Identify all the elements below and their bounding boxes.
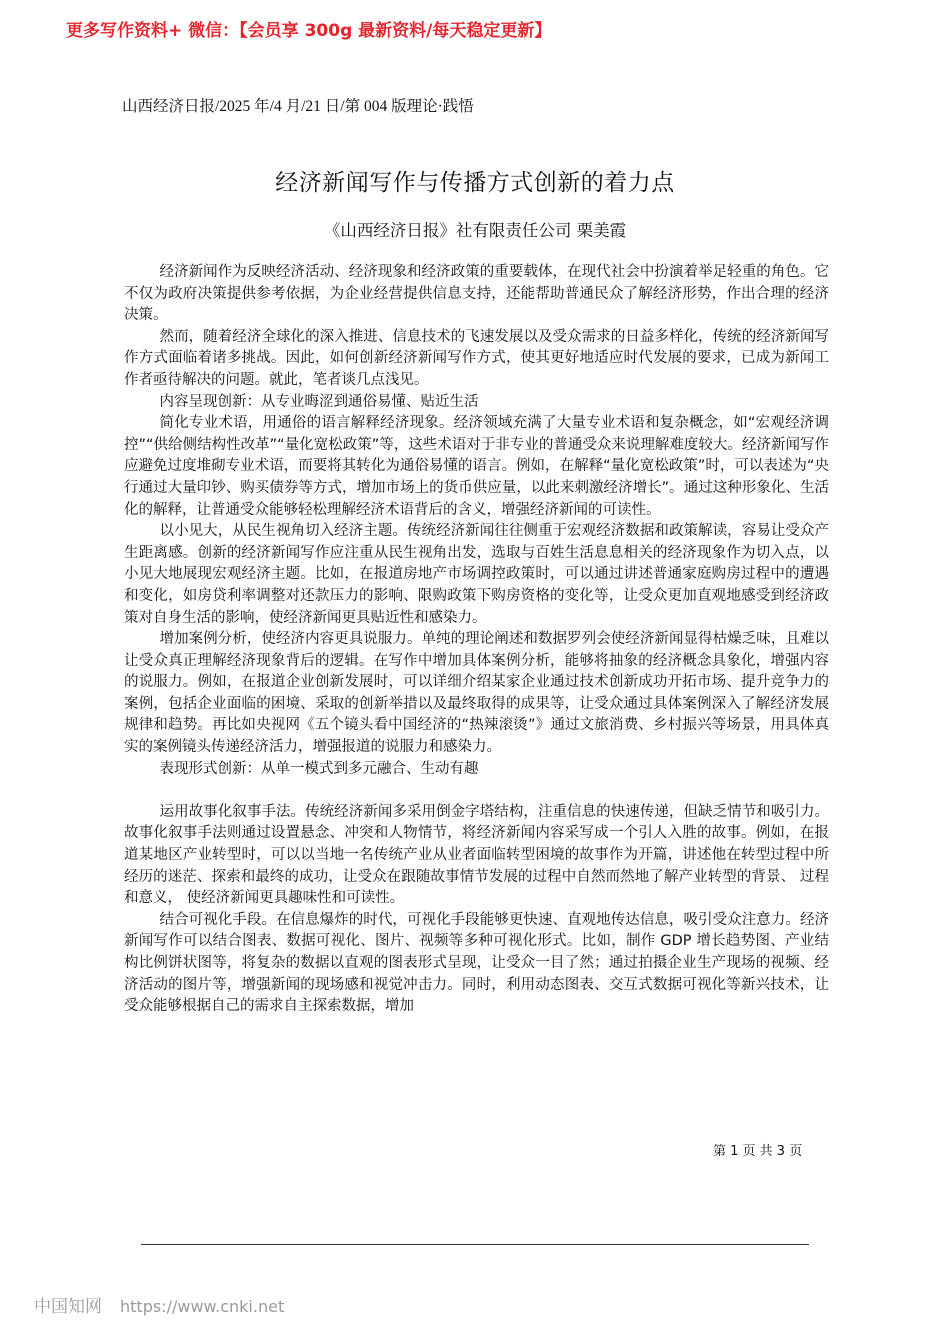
paragraph: 经济新闻作为反映经济活动、经济现象和经济政策的重要载体，在现代社会中扮演着举足轻重的角色。它不仅为政府决策提供参考依据，为企业经营提供信息支持，还能帮助普通民众了解经济形势，作出合理的经济决策。 (124, 264, 829, 324)
section-heading: 内容呈现创新：从专业晦涩到通俗易懂、贴近生活 (159, 393, 479, 410)
cnki-logo-text: 中国知网 (34, 1297, 102, 1317)
footer-divider (141, 1244, 809, 1245)
paragraph: 简化专业术语，用通俗的语言解释经济现象。经济领域充满了大量专业术语和复杂概念，如“宏观经济调控”“供给侧结构性改革”“量化宽松政策”等，这些术语对于非专业的普通受众来说理解难度较大。经济新闻写作应避免过度堆砌专业术语，而要将其转化为通俗易懂的语言。例如，在解释“量化宽松政策”时，可以表述为“央行通过大量印钞、购买债券等方式，增加市场上的货币供应量，以此来刺激经济增长”。通过这种形象化、生活化的解释，让普通受众能够轻松理解经济术语背后的含义，增强经济新闻的可读性。 (124, 415, 829, 518)
paragraph: 然而，随着经济全球化的深入推进、信息技术的飞速发展以及受众需求的日益多样化，传统的经济新闻写作方式面临着诸多挑战。因此，如何创新经济新闻写作方式，使其更好地适应时代发展的要求，已成为新闻工作者亟待解决的问题。就此，笔者谈几点浅见。 (124, 328, 829, 388)
paragraph: 增加案例分析，使经济内容更具说服力。单纯的理论阐述和数据罗列会使经济新闻显得枯燥乏味，且难以让受众真正理解经济现象背后的逻辑。在写作中增加具体案例分析，能够将抽象的经济概念具象化，增强内容的说服力。例如，在报道企业创新发展时，可以详细介绍某家企业通过技术创新成功开拓市场、提升竞争力的案例，包括企业面临的困境、采取的创新举措以及最终取得的成果等，让受众通过具体案例深入了解经济发展规律和趋势。再比如央视网《五个镜头看中国经济的“热辣滚烫”》通过文旅消费、乡村振兴等场景，用具体真实的案例镜头传递经济活力，增强报道的说服力和感染力。 (124, 631, 829, 756)
paragraph: 以小见大，从民生视角切入经济主题。传统经济新闻往往侧重于宏观经济数据和政策解读，容易让受众产生距离感。创新的经济新闻写作应注重从民生视角出发，选取与百姓生活息息相关的经济现象作为切入点，以小见大地展现宏观经济主题。比如，在报道房地产市场调控政策时，可以通过讲述普通家庭购房过程中的遭遇和变化，如房贷利率调整对还款压力的影响、限购政策下购房资格的变化等，让受众更加直观地感受到经济政策对自身生活的影响，使经济新闻更具贴近性和感染力。 (124, 523, 829, 626)
page-number: 第 1 页 共 3 页 (713, 1144, 803, 1159)
source-line: 山西经济日报/2025 年/4 月/21 日/第 004 版理论·践悟 (122, 98, 474, 115)
footer-watermark (34, 1292, 284, 1317)
article-title: 经济新闻写作与传播方式创新的着力点 (275, 170, 675, 196)
article-byline: 《山西经济日报》社有限责任公司 栗美霞 (323, 221, 627, 240)
cnki-url[interactable]: https://www.cnki.net (120, 1297, 285, 1316)
paragraph: 结合可视化手段。在信息爆炸的时代，可视化手段能够更快速、直观地传达信息，吸引受众注意力。经济新闻写作可以结合图表、数据可视化、图片、视频等多种可视化形式。比如，制作 GDP 增长趋势图、产业结构比例饼状图等，将复杂的数据以直观的图表形式呈现，让受众一目了然；通过拍摄企业生产现场的视频、经济活动的图片等，增强新闻的现场感和视觉冲击力。同时，利用动态图表、交互式数据可视化等新兴技术，让受众能够根据自己的需求自主探索数据，增加 (124, 911, 829, 1015)
article-body (124, 262, 829, 1018)
paragraph: 运用故事化叙事手法。传统经济新闻多采用倒金字塔结构，注重信息的快速传递，但缺乏情节和吸引力。故事化叙事手法则通过设置悬念、冲突和人物情节，将经济新闻内容采写成一个引人入胜的故事。例如，在报道某地区产业转型时，可以以当地一名传统产业从业者面临转型困境的故事作为开篇，讲述他在转型过程中所经历的迷茫、探索和最终的成功，让受众在跟随故事情节发展的过程中自然而然地了解产业转型的背景、 过程和意义， 使经济新闻更具趣味性和可读性。 (124, 803, 829, 907)
promo-banner: 更多写作资料+ 微信：【会员享 300g 最新资料/每天稳定更新】 (66, 21, 552, 41)
section-heading: 表现形式创新：从单一模式到多元融合、生动有趣 (159, 760, 479, 777)
